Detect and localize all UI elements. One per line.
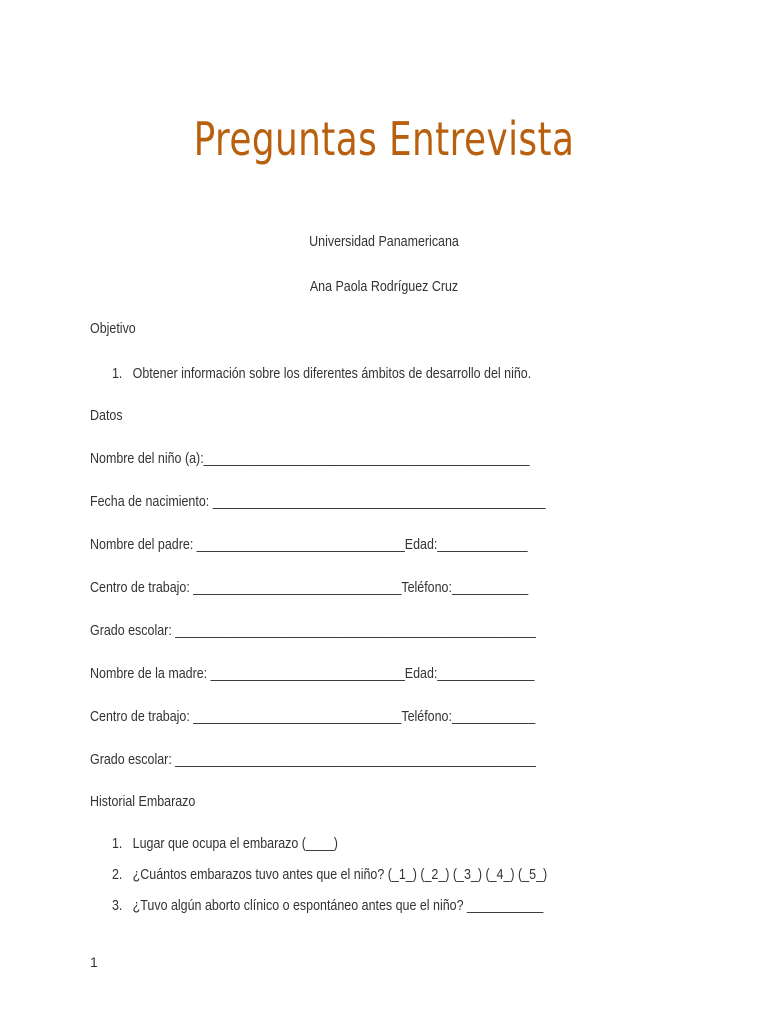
university-name: Universidad Panamericana [309, 234, 459, 250]
list-item-text: Obtener información sobre los diferentes ámbitos de desarrollo del niño. [132, 366, 532, 382]
list-number: 1. [112, 836, 123, 852]
mother-work-field: Centro de trabajo: ______________________________Teléfono:____________ [90, 709, 536, 725]
father-name-field: Nombre del padre: ______________________________Edad:_____________ [90, 537, 528, 553]
mother-name-field: Nombre de la madre: ____________________________Edad:______________ [90, 666, 535, 682]
list-item-text: Lugar que ocupa el embarazo (____) [132, 836, 338, 852]
father-grade-field: Grado escolar: ____________________________________________________ [90, 623, 536, 639]
list-number: 2. [112, 867, 123, 883]
list-number: 3. [112, 898, 123, 914]
father-work-field: Centro de trabajo: ______________________________Teléfono:___________ [90, 580, 529, 596]
page-title: Preguntas Entrevista [193, 112, 575, 166]
list-number: 1. [112, 366, 123, 382]
objective-heading: Objetivo [90, 321, 136, 337]
list-item-text: ¿Tuvo algún aborto clínico o espontáneo antes que el niño? ___________ [132, 898, 544, 914]
objective-item [112, 366, 531, 382]
mother-grade-field: Grado escolar: ____________________________________________________ [90, 752, 536, 768]
child-name-field: Nombre del niño (a):_______________________________________________ [90, 451, 530, 467]
page-number: 1 [90, 954, 98, 970]
pregnancy-item [112, 898, 543, 914]
birth-date-field: Fecha de nacimiento: ________________________________________________ [90, 494, 546, 510]
data-heading: Datos [90, 408, 123, 424]
pregnancy-item [112, 867, 547, 883]
pregnancy-heading: Historial Embarazo [90, 794, 196, 810]
author-name: Ana Paola Rodríguez Cruz [309, 279, 459, 295]
pregnancy-item [112, 836, 338, 852]
list-item-text: ¿Cuántos embarazos tuvo antes que el niño? (_1_) (_2_) (_3_) (_4_) (_5_) [132, 867, 548, 883]
